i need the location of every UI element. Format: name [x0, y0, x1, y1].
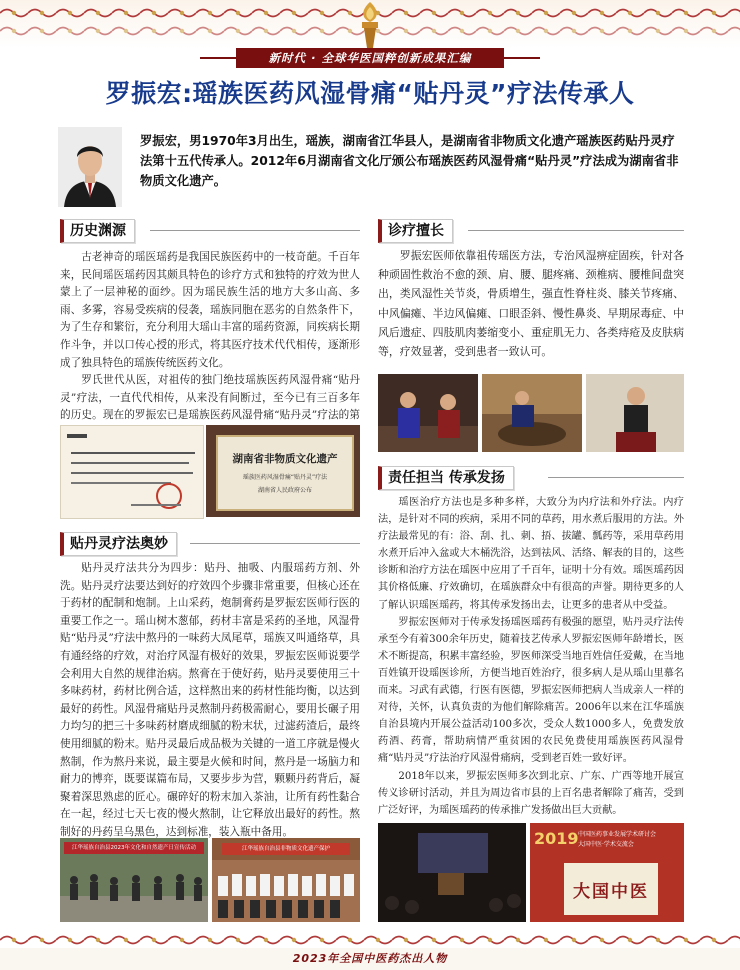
section-heading-duty — [378, 466, 684, 488]
treatment-drawing — [378, 374, 478, 452]
section-title: 诊疗擅长 — [378, 219, 453, 243]
crowd-drawing — [60, 838, 208, 922]
event-title: 中国医药事业发展学术研讨会 — [578, 831, 657, 838]
plaque-frame — [216, 435, 354, 511]
section-title: 历史渊源 — [60, 219, 135, 243]
duty-paragraph-3: 2018年以来，罗振宏医师多次到北京、广东、广西等地开展宣传义诊研讨活动，并且为周边省市县的上百名患者解除了痛苦，受到广泛好评，为瑶医瑶药的传承推广发扬做出巨大贡献。 — [378, 770, 684, 816]
certificate-document-photo — [60, 425, 204, 519]
method-paragraph-1: 贴丹灵疗法共分为四步：贴丹、抽吸、内服瑶药方剂、外洗。贴丹灵疗法要达到好的疗效四个步骤非常重要，但核心还在于药材的配制和炮制。上山采药，炮制膏药是罗振宏医师行医的重要工作之一。瑶山树木葱郁，药材丰富是采药的圣地，风湿骨贴“贴丹灵”疗法中熬丹的一味药大凤尾草，瑶族又叫通络草，具有通经络的疗效，对治疗风湿有极好的效果，罗振宏医师说要学会利用大自然的规律治病。熬膏在于使好药，贴丹灵要使用三十多味药材，药材比例合适，这样熬出来的药材性能均衡，以达到最好的药性。风湿骨痛贴丹灵熬制丹药极需耐心，要用长碾子用力均匀的把三十多味药材磨成细腻的粉末状，过滤药渣后，最终使用细腻的粉末。贴丹灵最后成品极为关键的一道工序就是慢火熬制，作为熬丹来说，最主要是火候和时间，熬丹是一场脑力和耐力的博弈，既要谋篇布局，又要步步为营，颗颗丹药背后，凝聚着深思熟虑的匠心。碾碎好的粉末加入茶油，让所有药性黏合在一起，经过七天七夜的慢火熬制，让它释放出最好的药性。熬制好的丹药呈乌黑色，达到标准，装入瓶中备用。 — [60, 562, 360, 838]
banner-line-left — [200, 57, 240, 59]
header-banner — [200, 48, 540, 68]
method-text — [60, 560, 360, 842]
calligraphy-text: 大国中医 — [573, 882, 649, 902]
doctor-drawing — [586, 374, 684, 452]
group-banner: 江华瑶族自治县非物质文化遗产保护 — [222, 843, 350, 855]
heading-rule — [150, 230, 360, 231]
lecture-drawing — [378, 823, 526, 922]
herb-drawing — [482, 374, 582, 452]
duty-paragraph-2: 罗振宏医师对于传承发扬瑶医瑶药有极强的愿望，贴丹灵疗法传承至今有着300余年历史，随着技艺传承人罗振宏医师年龄增长，医术不断提高，积累丰富经验，罗医师深受当地百姓信任爱戴，在当地百姓镇开设瑶医诊所，方便当地百姓治疗，很多病人是从瑶山里慕名而来。习武有武德，行医有医德，罗振宏医师把病人当成亲人一样的对待，关怀，认真负责的为他们解除痛苦。2006年以来在江华瑶族自治县境内开展公益活动100多次，受众人数1000多人，免费发放药酒、药膏，帮助病情严重贫困的农民免费使用瑶族医药风湿骨痛“贴丹灵”疗法治疗风湿骨痛病，受到老百姓一致好评。 — [378, 616, 684, 765]
history-paragraph-2: 罗氏世代从医，对祖传的独门绝技瑶族医药风湿骨痛“贴丹灵”疗法，一直代代相传，从来没有间断过，至今已有三百多年的历史。现在的罗振宏已是瑶族医药风湿骨痛“贴丹灵”疗法的第 — [60, 374, 360, 422]
banner-line-right — [500, 57, 540, 59]
history-text — [60, 249, 360, 443]
calligraphy-scroll — [564, 863, 658, 915]
section-heading-history — [60, 219, 360, 241]
duty-text — [378, 494, 684, 819]
event-year: 2019 — [534, 829, 579, 848]
portrait-photo — [58, 127, 122, 207]
diagnosis-paragraph-1: 罗振宏医师依靠祖传瑶医方法，专治风湿痹症固疾，针对各种顽固性救治不愈的颈、肩、腰、腿疼痛、颈椎病、腰椎间盘突出，类风湿性关节炎，骨质增生，强直性脊柱炎、膝关节疼痛、中风偏瘫、半边风偏瘫、口眼歪斜、慢性鼻炎、早期尿毒症、中风后遗症、四肢肌肉萎缩变小、重症肌无力、各类痔疮及皮肤病等，疗效显著，受到患者一致认可。 — [378, 249, 684, 359]
conference-photo — [530, 823, 684, 922]
plaque-title: 湖南省非物质文化遗产 — [232, 453, 338, 465]
section-heading-diagnosis — [378, 219, 684, 241]
event-banner: 江华瑶族自治县2023年文化和自然遗产日宣传活动 — [64, 842, 204, 854]
intro-paragraph: 罗振宏，男1970年3月出生，瑶族，湖南省江华县人，是湖南省非物质文化遗产瑶族医药贴丹灵疗法第十五代传承人。2012年6月湖南省文化厅颁公布瑶族医药风湿骨痛“贴丹灵”疗法成为湖南省非物质文化遗产。 — [140, 134, 679, 188]
herb-preparation-photo — [482, 374, 582, 452]
torch-emblem-icon — [349, 0, 391, 48]
event-subtitle: 大国中医·学术交流会 — [578, 841, 634, 848]
top-decoration — [0, 0, 740, 48]
section-title: 贴丹灵疗法奥妙 — [60, 532, 177, 556]
group-drawing — [212, 838, 360, 922]
doctor-portrait-photo — [586, 374, 684, 452]
group-photo — [212, 838, 360, 922]
bottom-ornament-band — [0, 933, 740, 947]
heading-rule — [468, 230, 684, 231]
lecture-photo — [378, 823, 526, 922]
article-title: 罗振宏:瑶族医药风湿骨痛“贴丹灵”疗法传承人 — [105, 79, 635, 108]
diagnosis-text — [378, 246, 684, 361]
footer-text: 2023年全国中医药杰出人物 — [292, 952, 448, 965]
section-title: 责任担当 传承发扬 — [378, 466, 514, 490]
heritage-plaque-photo — [206, 425, 360, 517]
publicity-event-photo — [60, 838, 208, 922]
heading-rule — [190, 543, 360, 544]
duty-paragraph-1: 瑶医治疗方法也是多种多样，大致分为内疗法和外疗法。内疗法，是针对不同的疾病，采用不同的草药，用水煮后服用的方法。外疗法最常见的有：浴、刮、扎、刺、捂、拔罐、瓢药等，采用草药用水煮开后冲入盆或大木桶洗浴，达到祛风、活络、解表的目的，这些诊断和治疗方法在瑶医中应用了千百年，证明十分有效。瑶医瑶药因其价格低廉、疗效确切，在瑶族群众中有很高的声誉。期待更多的人了解认识瑶医瑶药，将其传承发扬出去，让更多的患者从中受益。 — [378, 497, 684, 611]
section-heading-method — [60, 532, 360, 554]
certificate-document-drawing — [61, 426, 203, 518]
plaque-org: 湖南省人民政府公布 — [257, 487, 312, 494]
clinic-treatment-photo — [378, 374, 478, 452]
plaque-subtitle: 瑶族医药风湿骨痛“贴丹灵”疗法 — [242, 474, 328, 481]
banner-text: 新时代 · 全球华医国粹创新成果汇编 — [236, 48, 504, 68]
history-paragraph-1: 古老神奇的瑶医瑶药是我国民族医药中的一枝奇葩。千百年来，民间瑶医瑶药因其颇具特色的诊疗方式和独特的疗效为世人蒙上了一层神秘的面纱。因为瑶民族生活的地方大多山高、多雨、多雾，容易受疾病的侵袭，瑶族同胞在恶劣的自然条件下，为了生存和繁衍，充分利用大瑶山丰富的瑶药资源，同疾病长期作斗争，并以口传心授的形式，将其医疗技术代代相传，逐渐形成了独具特色的瑶族传统医药文化。 — [60, 251, 360, 369]
heading-rule — [548, 477, 684, 478]
